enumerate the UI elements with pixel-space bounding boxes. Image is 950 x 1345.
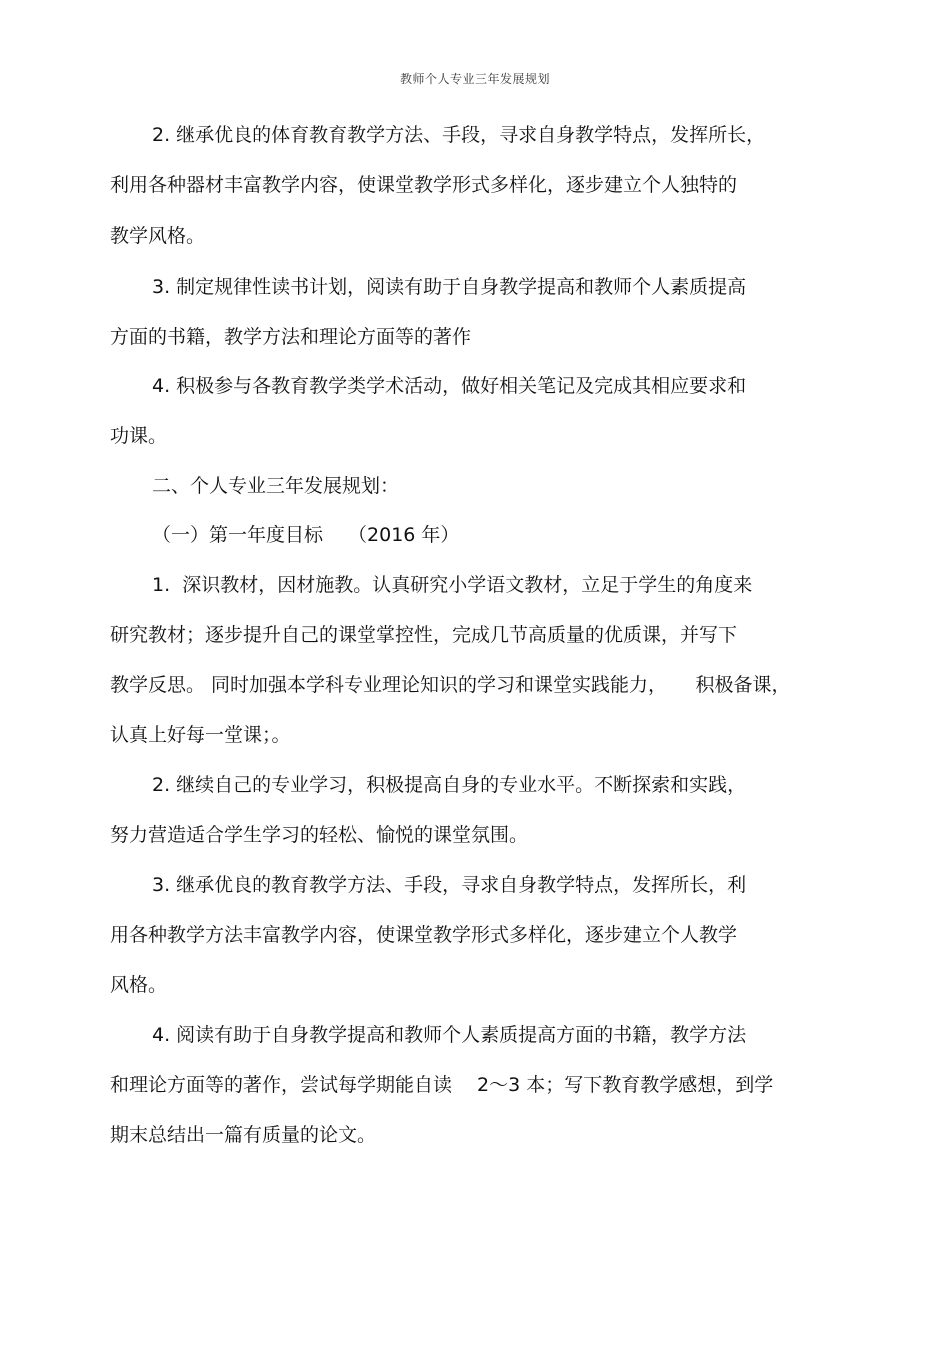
text-line: 教学风格。 bbox=[110, 225, 206, 247]
text-line: 努力营造适合学生学习的轻松、愉悦的课堂氛围。 bbox=[110, 824, 529, 846]
section-heading: 二、个人专业三年发展规划： bbox=[152, 475, 400, 497]
text-line: 用各种教学方法丰富教学内容，使课堂教学形式多样化，逐步建立个人教学 bbox=[110, 924, 738, 946]
text-line: 研究教材；逐步提升自己的课堂掌控性，完成几节高质量的优质课，并写下 bbox=[110, 624, 738, 646]
text-line: 4. 阅读有助于自身教学提高和教师个人素质提高方面的书籍，教学方法 bbox=[152, 1024, 747, 1046]
text-line: 利用各种器材丰富教学内容，使课堂教学形式多样化，逐步建立个人独特的 bbox=[110, 174, 738, 196]
text-line: 期末总结出一篇有质量的论文。 bbox=[110, 1124, 377, 1146]
text-line: 认真上好每一堂课；。 bbox=[110, 724, 291, 746]
text-line: 2. 继承优良的体育教育教学方法、手段，寻求自身教学特点，发挥所长， bbox=[152, 124, 766, 146]
text-line: 功课。 bbox=[110, 425, 168, 447]
text-line: 2. 继续自己的专业学习，积极提高自身的专业水平。不断探索和实践， bbox=[152, 774, 747, 796]
text-line: 3. 制定规律性读书计划，阅读有助于自身教学提高和教师个人素质提高 bbox=[152, 276, 747, 298]
text-line: 3. 继承优良的教育教学方法、手段，寻求自身教学特点，发挥所长，利 bbox=[152, 874, 747, 896]
text-line: 风格。 bbox=[110, 974, 168, 996]
subsection-heading: （一）第一年度目标 （2016 年） bbox=[152, 524, 460, 546]
running-header: 教师个人专业三年发展规划 bbox=[399, 72, 550, 86]
text-line: 方面的书籍，教学方法和理论方面等的著作 bbox=[110, 326, 472, 348]
text-line: 4. 积极参与各教育教学类学术活动，做好相关笔记及完成其相应要求和 bbox=[152, 375, 747, 397]
text-line: 教学反思。 同时加强本学科专业理论知识的学习和课堂实践能力， 积极备课， bbox=[110, 674, 791, 696]
text-line: 和理论方面等的著作，尝试每学期能自读 2～3 本；写下教育教学感想，到学 bbox=[110, 1074, 774, 1096]
text-line: 1. 深识教材，因材施教。认真研究小学语文教材，立足于学生的角度来 bbox=[152, 574, 753, 596]
